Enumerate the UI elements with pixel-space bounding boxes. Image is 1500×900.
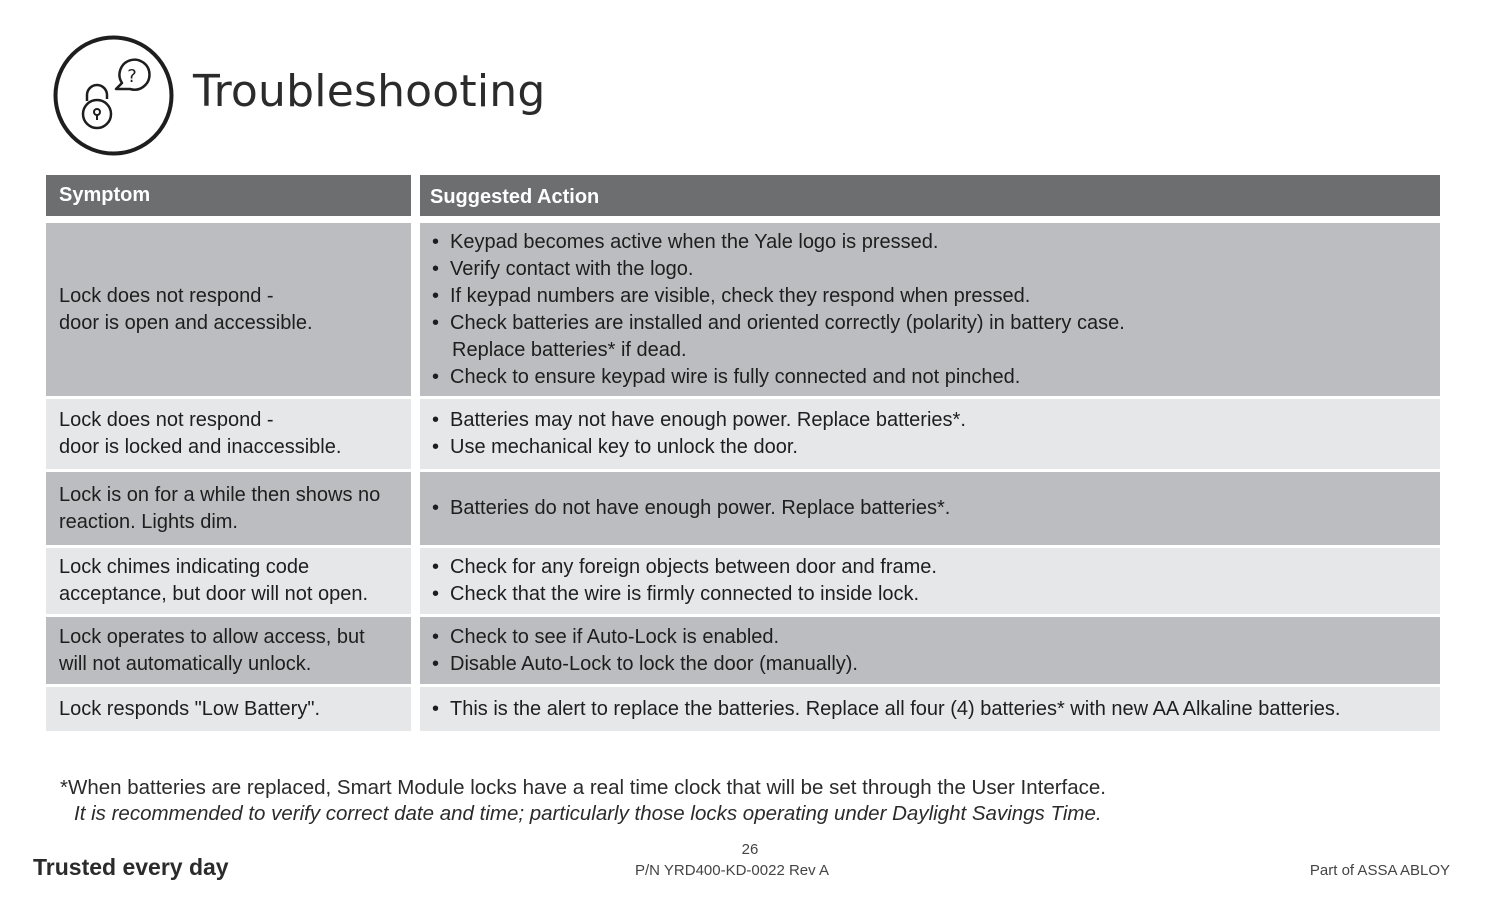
table-row <box>46 399 1440 469</box>
symptom-cell: Lock chimes indicating code acceptance, but door will not open. <box>46 548 411 614</box>
symptom-cell: Lock does not respond - door is locked and inaccessible. <box>46 399 411 469</box>
action-cell <box>420 548 1440 614</box>
action-item: • Check that the wire is firmly connected to inside lock. <box>430 581 937 608</box>
lock-question-icon <box>53 35 174 156</box>
symptom-cell: Lock is on for a while then shows no reaction. Lights dim. <box>46 472 411 545</box>
daylight-savings-note: It is recommended to verify correct date and time; particularly those locks operating under Daylight Savings Time. <box>74 802 1102 825</box>
table-row <box>46 687 1440 731</box>
table-row <box>46 223 1440 396</box>
table-row <box>46 548 1440 614</box>
action-item: • Check to ensure keypad wire is fully connected and not pinched. <box>430 364 1125 391</box>
action-item: • Verify contact with the logo. <box>430 256 1125 283</box>
footer-tagline: Trusted every day <box>33 854 229 880</box>
action-item: • If keypad numbers are visible, check they respond when pressed. <box>430 283 1125 310</box>
header-symptom: Symptom <box>46 175 411 216</box>
action-cell <box>420 472 1440 545</box>
table-row <box>46 472 1440 545</box>
action-cell <box>420 223 1440 396</box>
part-number: P/N YRD400-KD-0022 Rev A <box>635 862 829 879</box>
symptom-cell: Lock does not respond - door is open and accessible. <box>46 223 411 396</box>
action-item: • This is the alert to replace the batteries. Replace all four (4) batteries* with new AA Alkaline batteries. <box>430 696 1340 723</box>
action-continuation: Replace batteries* if dead. <box>452 338 687 361</box>
symptom-cell: Lock responds "Low Battery". <box>46 687 411 731</box>
troubleshooting-table <box>46 175 1440 734</box>
table-header <box>46 175 1440 216</box>
action-cell <box>420 687 1440 731</box>
action-item: • Use mechanical key to unlock the door. <box>430 434 966 461</box>
page-number: 26 <box>741 841 759 858</box>
action-item: • Batteries do not have enough power. Replace batteries*. <box>430 495 950 522</box>
page-title: Troubleshooting <box>193 66 546 117</box>
table-row <box>46 617 1440 684</box>
action-cell <box>420 617 1440 684</box>
action-item: • Check for any foreign objects between door and frame. <box>430 554 937 581</box>
action-item: • Keypad becomes active when the Yale logo is pressed. <box>430 229 1125 256</box>
svg-text:?: ? <box>127 66 137 87</box>
symptom-cell: Lock operates to allow access, but will not automatically unlock. <box>46 617 411 684</box>
action-cell <box>420 399 1440 469</box>
footer-brand: Part of ASSA ABLOY <box>1309 862 1450 879</box>
action-item: • Check to see if Auto-Lock is enabled. <box>430 624 858 651</box>
action-item: • Check batteries are installed and oriented correctly (polarity) in battery case. <box>430 310 1125 337</box>
action-item: • Batteries may not have enough power. Replace batteries*. <box>430 407 966 434</box>
battery-note: *When batteries are replaced, Smart Module locks have a real time clock that will be set through the User Interface. <box>60 776 1107 799</box>
header-suggested-action: Suggested Action <box>420 175 1440 216</box>
action-item: • Disable Auto-Lock to lock the door (manually). <box>430 651 858 678</box>
